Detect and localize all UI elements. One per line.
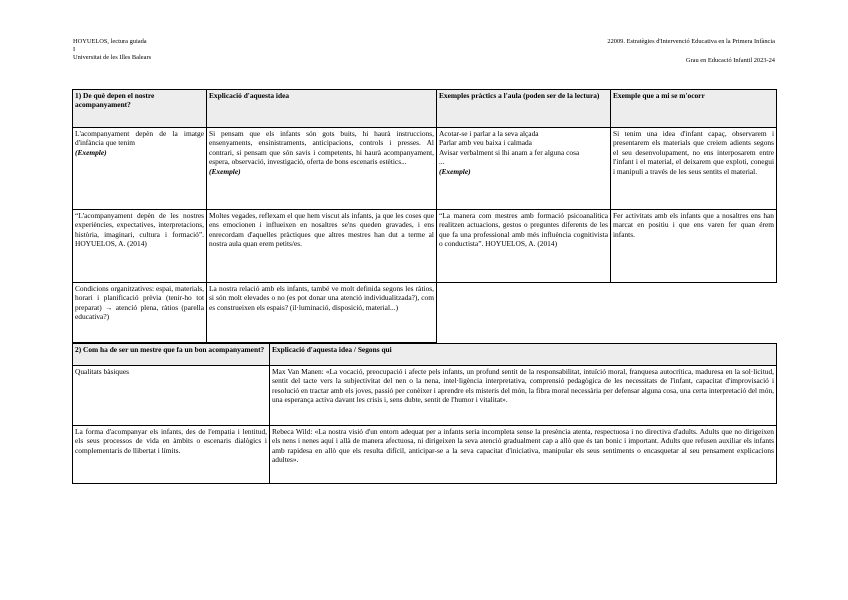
table-row: [73, 426, 777, 484]
cell-line: Parlar amb veu baixa i calmada: [439, 138, 532, 148]
table1-row2-col3: “La manera com mestres amb formació psicoanalítica realitzen actuacions, gestos o preguntes diferents de les que fa una professional amb més influència cognitivista o conductista”. HOYUELOS, A. (2014): [437, 210, 611, 283]
table1-row3-col2: La nostra relació amb els infants, també ve molt definida segons les ràtios, si són molt elevades o no (es pot donar una atenció individualitzada?), com es construeixen els espais? (il·luminació, disposició, material...): [207, 283, 437, 343]
table1-header-col4: Exemple que a mi se m'ocorr: [611, 90, 777, 128]
header-left-line1: HOYUELOS, lectura guiada: [73, 38, 147, 45]
header-left: [73, 38, 151, 62]
table1-row1-col4: Si tenim una idea d'infant capaç, observarem i presentarem els materials que creiem adients segons el seu desenvolupament, no ens interposarem entre l'infant i el material, el deixarem que exploti, conegui i manipuli a través de les seus sentits el material.: [611, 128, 777, 210]
table1-row1-col3: [437, 128, 611, 210]
table-row: [73, 128, 777, 210]
table1-row2-col1: “L'acompanyament depèn de les nostres experiències, expectatives, interpretacions, història, imaginari, cultura i formació”. HOYUELOS, A. (2014): [73, 210, 207, 283]
table2-row2-col1: La forma d'acompanyar els infants, des de l'empatia i lentitud, els seus processos de vida en àmbits o escenaris dialògics i complementaris de llibertat i límits.: [73, 426, 270, 484]
table1-row1-col2: [207, 128, 437, 210]
cell-line: Acotar-se i parlar a la seva alçada: [439, 129, 539, 138]
cell-example-label: (Exemple): [209, 166, 241, 176]
table2-row1-col1: Qualitats bàsiques: [73, 366, 270, 426]
table2-row1-col2: Max Van Manen: «La vocació, preocupació i afecte pels infants, un profund sentit de la responsabilitat, intuïció moral, franquesa autocrítica, maduresa en la sol·licitud, sentit del tacte vers la subjectivitat del nen o la nena, intel·ligència interpretativa, comprensió pedagògica de les necessitats de l'infant, capacitat d'improvisació i resolució en tractar amb els joves, passió per conèixer i aprendre els misteris del món, la fibra moral necessària per defensar alguna cosa, una certa interpretació del món, una esperança activa davant les crisis i, sens dubte, sentit de l'humor i vitalitat».: [270, 366, 777, 426]
table1-header-col3: Exemples pràctics a l'aula (poden ser de la lectura): [437, 90, 611, 128]
table2-header-col2: Explicació d'aquesta idea / Segons qui: [270, 344, 777, 366]
header-left-line2: I: [73, 46, 76, 53]
header-left-line3: Universitat de les Illes Balears: [73, 54, 152, 61]
table1-header-col1: 1) De què depen el nostre acompanyament?: [73, 90, 207, 128]
table-row: [73, 210, 777, 283]
cell-example-label: (Exemple): [75, 147, 107, 157]
cell-line: ...: [439, 157, 445, 167]
table-acompanyament: [72, 89, 777, 343]
table1-row3-col1: Condicions organitzatives: espai, materials, horari i planificació prèvia (tenir-ho tot preparat) → atenció plena, ràtios (parella educativa?): [73, 283, 207, 343]
table1-header-col2: Explicació d'aquesta idea: [207, 90, 437, 128]
table1-row2-col4: Fer activitats amb els infants que a nosaltres ens han marcat en positiu i que ens varen fer quan érem infants.: [611, 210, 777, 283]
table1-row3-empty: [437, 283, 777, 343]
header-right-line1: 22009. Estratègies d'Intervenció Educativa en la Primera Infància: [607, 38, 775, 45]
table2-header-row: [73, 344, 777, 366]
table-row: [73, 283, 777, 343]
table2-header-col1: 2) Com ha de ser un mestre que fa un bon acompanyament?: [73, 344, 270, 366]
header-right-line2: Grau en Educació Infantil 2023-24: [685, 57, 775, 64]
cell-example-label: (Exemple): [439, 166, 471, 176]
cell-text: L'acompanyament depèn de la imatge d'infància que tenim: [75, 129, 204, 148]
cell-text: Si pensam que els infants són gots buits, hi haurà instruccions, ensenyaments, ensinistraments, anticipacions, controls i presses. Al contrari, si pensam que són savis i competents, hi haurà acompanyament, espera, observació, investigació, oferta de bons escenaris estètics...: [209, 129, 434, 167]
table1-header-row: [73, 90, 777, 128]
table1-row1-col1: [73, 128, 207, 210]
header-right-degree: [686, 57, 775, 65]
table1-row2-col2: Moltes vegades, reflexam el que hem viscut als infants, ja que les coses que ens emocionen i influeixen en nosaltres se'ns queden gravades, i ens enrecordam d'aquelles pràctiques que altres mestres han dut a terme al nostra aula quan erem petits/es.: [207, 210, 437, 283]
header-right-course: [607, 38, 775, 46]
table2-row2-col2: Rebeca Wild: «La nostra visió d'un entorn adequat per a infants seria incompleta sense la presència atenta, respectuosa i no directiva d'adults. Adults que no dirigeixen els nens i nenes aquí i allà de manera afectuosa, ni dirigeixen la seva atenció gradualment cap a allò que és tan bonic i important. Adults que refusen auxiliar els infants amb rapidesa en allò que els resulta difícil, anticipar-se a la seva capacitat d'iniciativa, manipular els seus sentiments o encasquetar al seu pensament explicacions adultes».: [270, 426, 777, 484]
table-row: [73, 366, 777, 426]
table-bon-mestre: [72, 343, 777, 484]
cell-line: Avisar verbalment si lhi anam a fer alguna cosa: [439, 147, 580, 157]
